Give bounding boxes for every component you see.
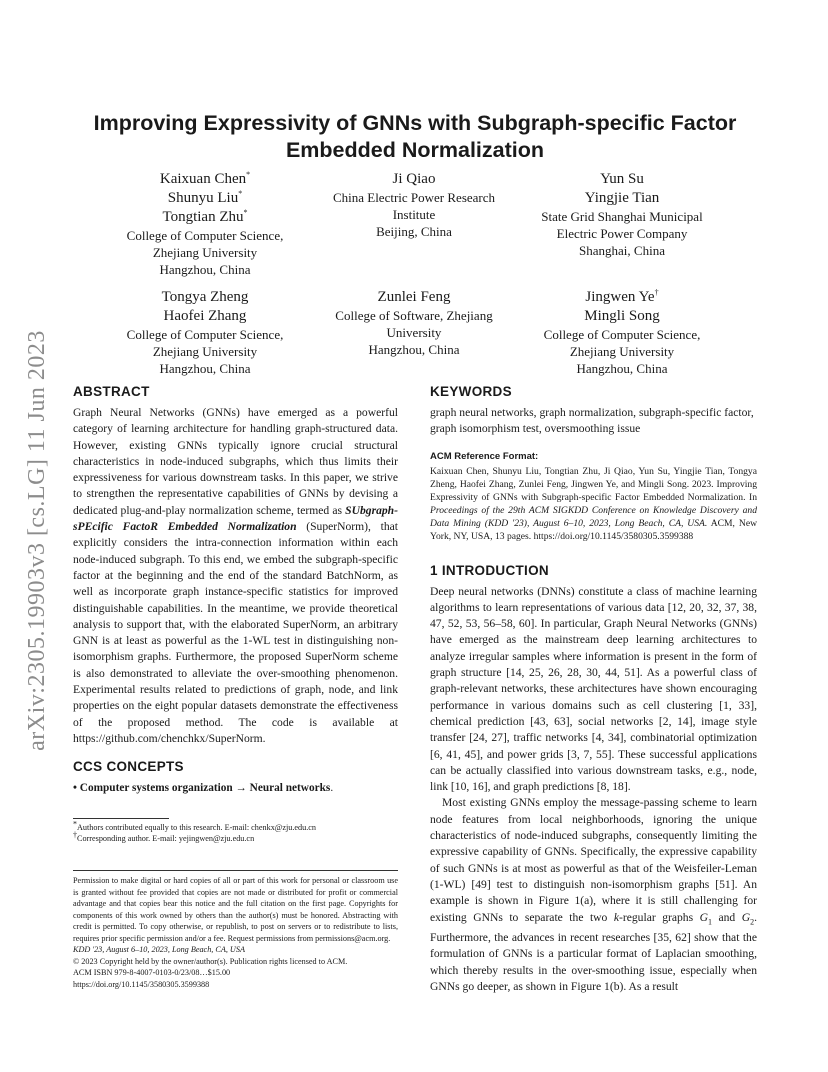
affiliation: State Grid Shanghai Municipal: [541, 209, 703, 224]
author-name: Kaixuan Chen*: [159, 170, 251, 187]
author-name: Haofei Zhang: [163, 308, 247, 324]
affiliation: College of Computer Science,: [126, 327, 284, 342]
affiliation: Shanghai, China: [579, 243, 665, 258]
doi-line: https://doi.org/10.1145/3580305.3599388: [73, 979, 210, 989]
ccs-heading: CCS CONCEPTS: [73, 759, 184, 775]
footnotes: [73, 818, 398, 844]
affiliation: Institute: [392, 207, 436, 222]
footnote-2: †Corresponding author. E-mail: yejingwen@zju.edu.cn: [73, 830, 255, 844]
permission-rule: [73, 870, 398, 871]
author-name: Mingli Song: [584, 308, 660, 324]
affiliation: China Electric Power Research: [332, 190, 496, 205]
affiliation: College of Computer Science,: [543, 327, 701, 342]
arxiv-id: arXiv:2305.19903v3 [cs.LG] 11 Jun 2023: [23, 329, 50, 751]
copyright-line: © 2023 Copyright held by the owner/author(s). Publication rights licensed to ACM.: [73, 956, 348, 966]
left-column: [73, 384, 398, 990]
permission-block: [73, 870, 398, 990]
author-group-6: [502, 288, 742, 377]
affiliation: Hangzhou, China: [576, 361, 668, 376]
intro-paragraph-1: Deep neural networks (DNNs) constitute a class of machine learning algorithms to learn representations of various data [12, 20, 32, 37, 38, 47, 52, 53, 56–58, 60]. In particular, Graph Neural Networks (GNNs) have emerged as the mainstream deep learning architectures to analyze irregular samples where information is present in the form of graph structure [14, 25, 26, 28, 30, 44, 51]. As a powerful class of graph-relevant networks, these architectures have shown encouraging performance in various domains such as cell clustering [1, 33], chemical prediction [43, 63], social networks [2, 14], image style transfer [24, 27], traffic networks [4, 34], combinatorial optimization [6, 41, 45], and power grids [3, 7, 55]. These successful applications can be actually classified into various downstream tasks, e.g., node, link [10, 16], and graph predictions [8, 18].: [430, 584, 757, 794]
author-group-2: [294, 170, 534, 240]
affiliation: Zhejiang University: [569, 344, 675, 359]
author-group-3: [502, 170, 742, 259]
keywords-text: graph neural networks, graph normalization, subgraph-specific factor, graph isomorphism test, oversmoothing issue: [430, 406, 754, 436]
acm-reference-text: Kaixuan Chen, Shunyu Liu, Tongtian Zhu, Ji Qiao, Yun Su, Yingjie Tian, Tongya Zheng, Haofei Zhang, Zunlei Feng, Jingwen Ye, and Mingli Song. 2023. Improving Expressivity of GNNs with Subgraph-specific Factor Embedded Normalization. In Proceedings of the 29th ACM SIGKDD Conference on Knowledge Discovery and Data Mining (KDD '23), August 6–10, 2023, Long Beach, CA, USA. ACM, New York, NY, USA, 13 pages. https://doi.org/10.1145/3580305.3599388: [430, 465, 758, 542]
author-name: Yun Su: [600, 171, 644, 187]
footnote-rule: [73, 818, 169, 819]
intro-paragraph-2: Most existing GNNs employ the message-passing scheme to learn node features from local neighborhoods, ignoring the unique characteristics of node-induced subgraphs, consequently limiting the expressive capability of GNNs. Specifically, the expressive capability of such GNNs is at most as powerful as that of the Weisfeiler-Leman (1-WL) [49] test to distinguish non-isomorphism graphs [51]. An example is shown in Figure 1(a), where it is still challenging for existing GNNs to separate the two k-regular graphs $G_1$ and $G_2$. Furthermore, the advances in recent researches [35, 62] show that the formulation of GNNs is a particular format of Laplacian smoothing, which thereby results in the over-smoothing issue, especially when GNNs go deeper, as shown in Figure 1(b). As a result: [430, 796, 757, 994]
footnote-1: *Authors contributed equally to this research. E-mail: chenkx@zju.edu.cn: [73, 819, 316, 833]
permission-text: Permission to make digital or hard copies of all or part of this work for personal or classroom use is granted without fee provided that copies are not made or distributed for profit or commercial advantage and that copies bear this notice and the full citation on the first page. Copyrights for components of this work owned by others than the author(s) must be honored. Abstracting with credit is permitted. To copy otherwise, or republish, to post on servers or to redistribute to lists, requires prior specific permission and/or a fee. Request permissions from permissions@acm.org.: [73, 876, 398, 943]
title-line-2: Embedded Normalization: [285, 138, 545, 162]
author-name: Shunyu Liu*: [167, 189, 243, 206]
abstract-text: Graph Neural Networks (GNNs) have emerged as a powerful category of learning architecture for handling graph-structured data. However, existing GNNs typically ignore crucial structural characteristics in node-induced subgraphs, which thus limits their expressiveness for various downstream tasks. In this paper, we strive to strengthen the representative capabilities of GNNs by devising a dedicated plug-and-play normalization scheme, termed as SUbgraph-sPEcific FactoR Embedded Normalization (SuperNorm), that explicitly considers the intra-connection information within each node-induced subgraph. To this end, we embed the subgraph-specific factor at the beginning and the end of the standard BatchNorm, as well as incorporate graph instance-specific statistics for improved distinguishable capabilities. In the meantime, we provide theoretical analysis to support that, with the elaborated SuperNorm, an arbitrary GNN is at least as powerful as the 1-WL test in distinguishing non-isomorphism graphs. Furthermore, the proposed SuperNorm scheme is also demonstrated to alleviate the over-smoothing phenomenon. Experimental results related to predictions of graph, node, and link properties on the eight popular datasets demonstrate the effectiveness of the proposed method. The code is available at https://github.com/chenchkx/SuperNorm.: [73, 406, 398, 745]
author-name: Yingjie Tian: [584, 190, 660, 206]
paper-title: [70, 110, 760, 164]
acm-reference-heading: ACM Reference Format:: [430, 450, 539, 462]
arxiv-stamp: [22, 290, 52, 790]
affiliation: Beijing, China: [376, 224, 452, 239]
affiliation: Zhejiang University: [152, 344, 258, 359]
venue-line: KDD '23, August 6–10, 2023, Long Beach, CA, USA: [73, 945, 245, 955]
title-line-1: Improving Expressivity of GNNs with Subgraph-specific Factor: [93, 111, 737, 135]
affiliation: Hangzhou, China: [159, 361, 251, 376]
author-name: Jingwen Ye†: [585, 288, 659, 305]
affiliation: Hangzhou, China: [368, 342, 460, 357]
keywords-heading: KEYWORDS: [430, 384, 512, 399]
author-group-5: [294, 288, 534, 358]
abstract-heading: ABSTRACT: [73, 384, 150, 399]
affiliation: Electric Power Company: [556, 226, 688, 241]
author-group-1: [85, 170, 325, 278]
author-name: Tongtian Zhu*: [162, 208, 248, 225]
author-group-4: [85, 288, 325, 377]
ccs-concepts: • Computer systems organization → Neural networks.: [73, 782, 334, 795]
author-name: Tongya Zheng: [161, 289, 249, 305]
affiliation: University: [386, 325, 442, 340]
affiliation: College of Computer Science,: [126, 228, 284, 243]
acm-reference: [430, 451, 757, 543]
isbn-line: ACM ISBN 979-8-4007-0103-0/23/08…$15.00: [73, 968, 231, 978]
author-name: Ji Qiao: [392, 171, 436, 187]
affiliation: Zhejiang University: [152, 245, 258, 260]
right-column: [430, 384, 757, 995]
introduction-heading: 1 INTRODUCTION: [430, 562, 549, 578]
affiliation: College of Software, Zhejiang: [335, 308, 493, 323]
affiliation: Hangzhou, China: [159, 262, 251, 277]
author-name: Zunlei Feng: [377, 289, 451, 305]
